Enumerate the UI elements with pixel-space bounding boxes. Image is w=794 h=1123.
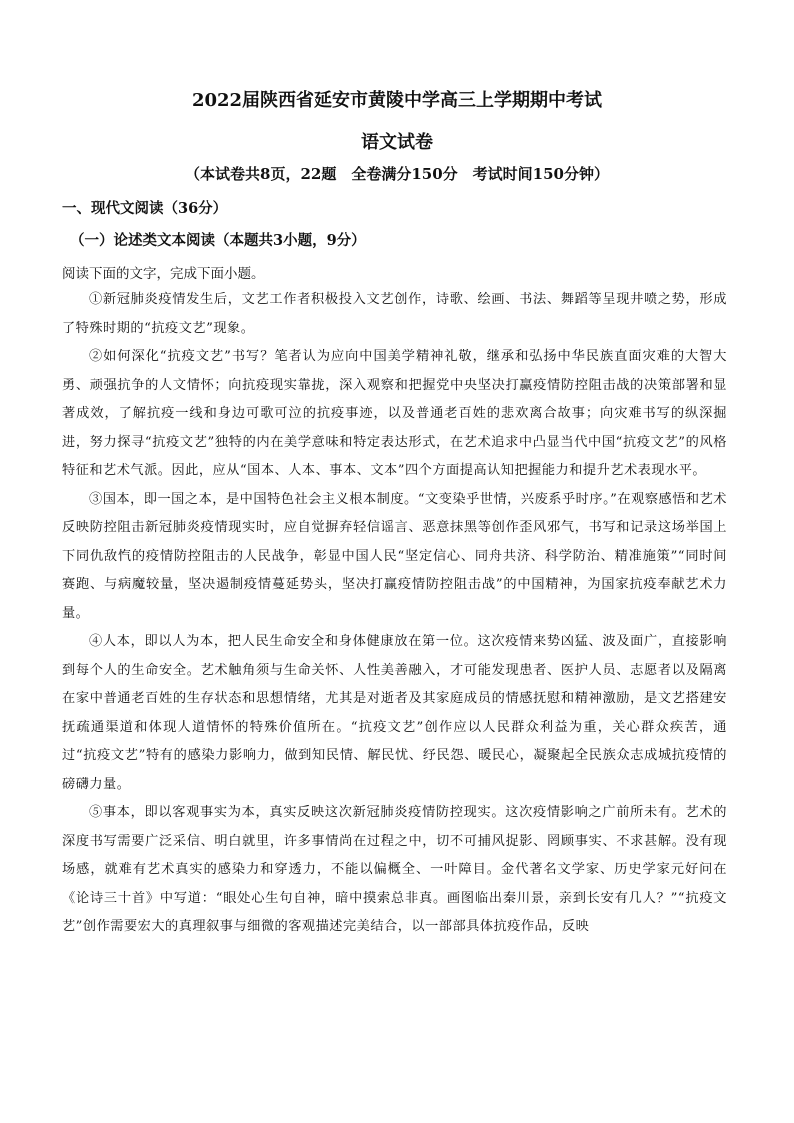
- paragraph-1: ①新冠肺炎疫情发生后，文艺工作者积极投入文艺创作，诗歌、绘画、书法、舞蹈等呈现井喷之势，形成了特殊时期的“抗疫文艺”现象。: [62, 292, 727, 336]
- section-heading: 一、现代文阅读（36分）: [62, 200, 228, 217]
- article-body: [62, 286, 727, 942]
- exam-title: 2022届陕西省延安市黄陵中学高三上学期期中考试: [191, 90, 603, 111]
- exam-info: （本试卷共8页，22题 全卷满分150分 考试时间150分钟）: [185, 165, 609, 183]
- paragraph-5: ⑤事本，即以客观事实为本，真实反映这次新冠肺炎疫情防控现实。这次疫情影响之广前所未有。艺术的深度书写需要广泛采信、明白就里，许多事情尚在过程之中，切不可捕风捉影、罔顾事实、不求甚解。没有现场感，就难有艺术真实的感染力和穿透力，不能以偏概全、一叶障目。金代著名文学家、历史学家元好问在《论诗三十首》中写道：“眼处心生句自神，暗中摸索总非真。画图临出秦川景，亲到长安有几人？”“抗疫文艺”创作需要宏大的真理叙事与细微的客观描述完美结合，以一部部具体抗疫作品，反映: [62, 805, 727, 934]
- exam-subtitle: 语文试卷: [361, 132, 433, 153]
- section-subheading: （一）论述类文本阅读（本题共3小题，9分）: [70, 232, 366, 249]
- paragraph-2: ②如何深化“抗疫文艺”书写？笔者认为应向中国美学精神礼敬，继承和弘扬中华民族直面灾难的大智大勇、顽强抗争的人文情怀；向抗疫现实靠拢，深入观察和把握党中央坚决打赢疫情防控阻击战的决策部署和显著成效，了解抗疫一线和身边可歌可泣的抗疫事迹，以及普通老百姓的悲欢离合故事；向灾难书写的纵深掘进，努力探寻“抗疫文艺”独特的内在美学意味和特定表达形式，在艺术追求中凸显当代中国“抗疫文艺”的风格特征和艺术气派。因此，应从“国本、人本、事本、文本”四个方面提高认知把握能力和提升艺术表现水平。: [62, 349, 727, 478]
- paragraph-4: ④人本，即以人为本，把人民生命安全和身体健康放在第一位。这次疫情来势凶猛、波及面广，直接影响到每个人的生命安全。艺术触角须与生命关怀、人性美善融入，才可能发现患者、医护人员、志愿者以及隔离在家中普通老百姓的生存状态和思想情绪，尤其是对逝者及其家庭成员的情感抚慰和精神激励，是文艺搭建安抚疏通渠道和体现人道情怀的特殊价值所在。“抗疫文艺”创作应以人民群众利益为重，关心群众疾苦，通过“抗疫文艺”特有的感染力影响力，做到知民情、解民忧、纾民怨、暖民心，凝聚起全民族众志成城抗疫情的磅礴力量。: [62, 634, 727, 792]
- reading-instruction: 阅读下面的文字，完成下面小题。: [62, 266, 265, 282]
- paragraph-3: ③国本，即一国之本，是中国特色社会主义根本制度。“文变染乎世情，兴废系乎时序。”在观察感悟和艺术反映防控阻击新冠肺炎疫情现实时，应自觉摒弃轻信谣言、恶意抹黑等创作歪风邪气，书写和记录这场举国上下同仇敌忾的疫情防控阻击的人民战争，彰显中国人民“坚定信心、同舟共济、科学防治、精准施策”“同时间赛跑、与病魔较量，坚决遏制疫情蔓延势头，坚决打赢疫情防控阻击战”的中国精神，为国家抗疫奉献艺术力量。: [62, 491, 727, 621]
